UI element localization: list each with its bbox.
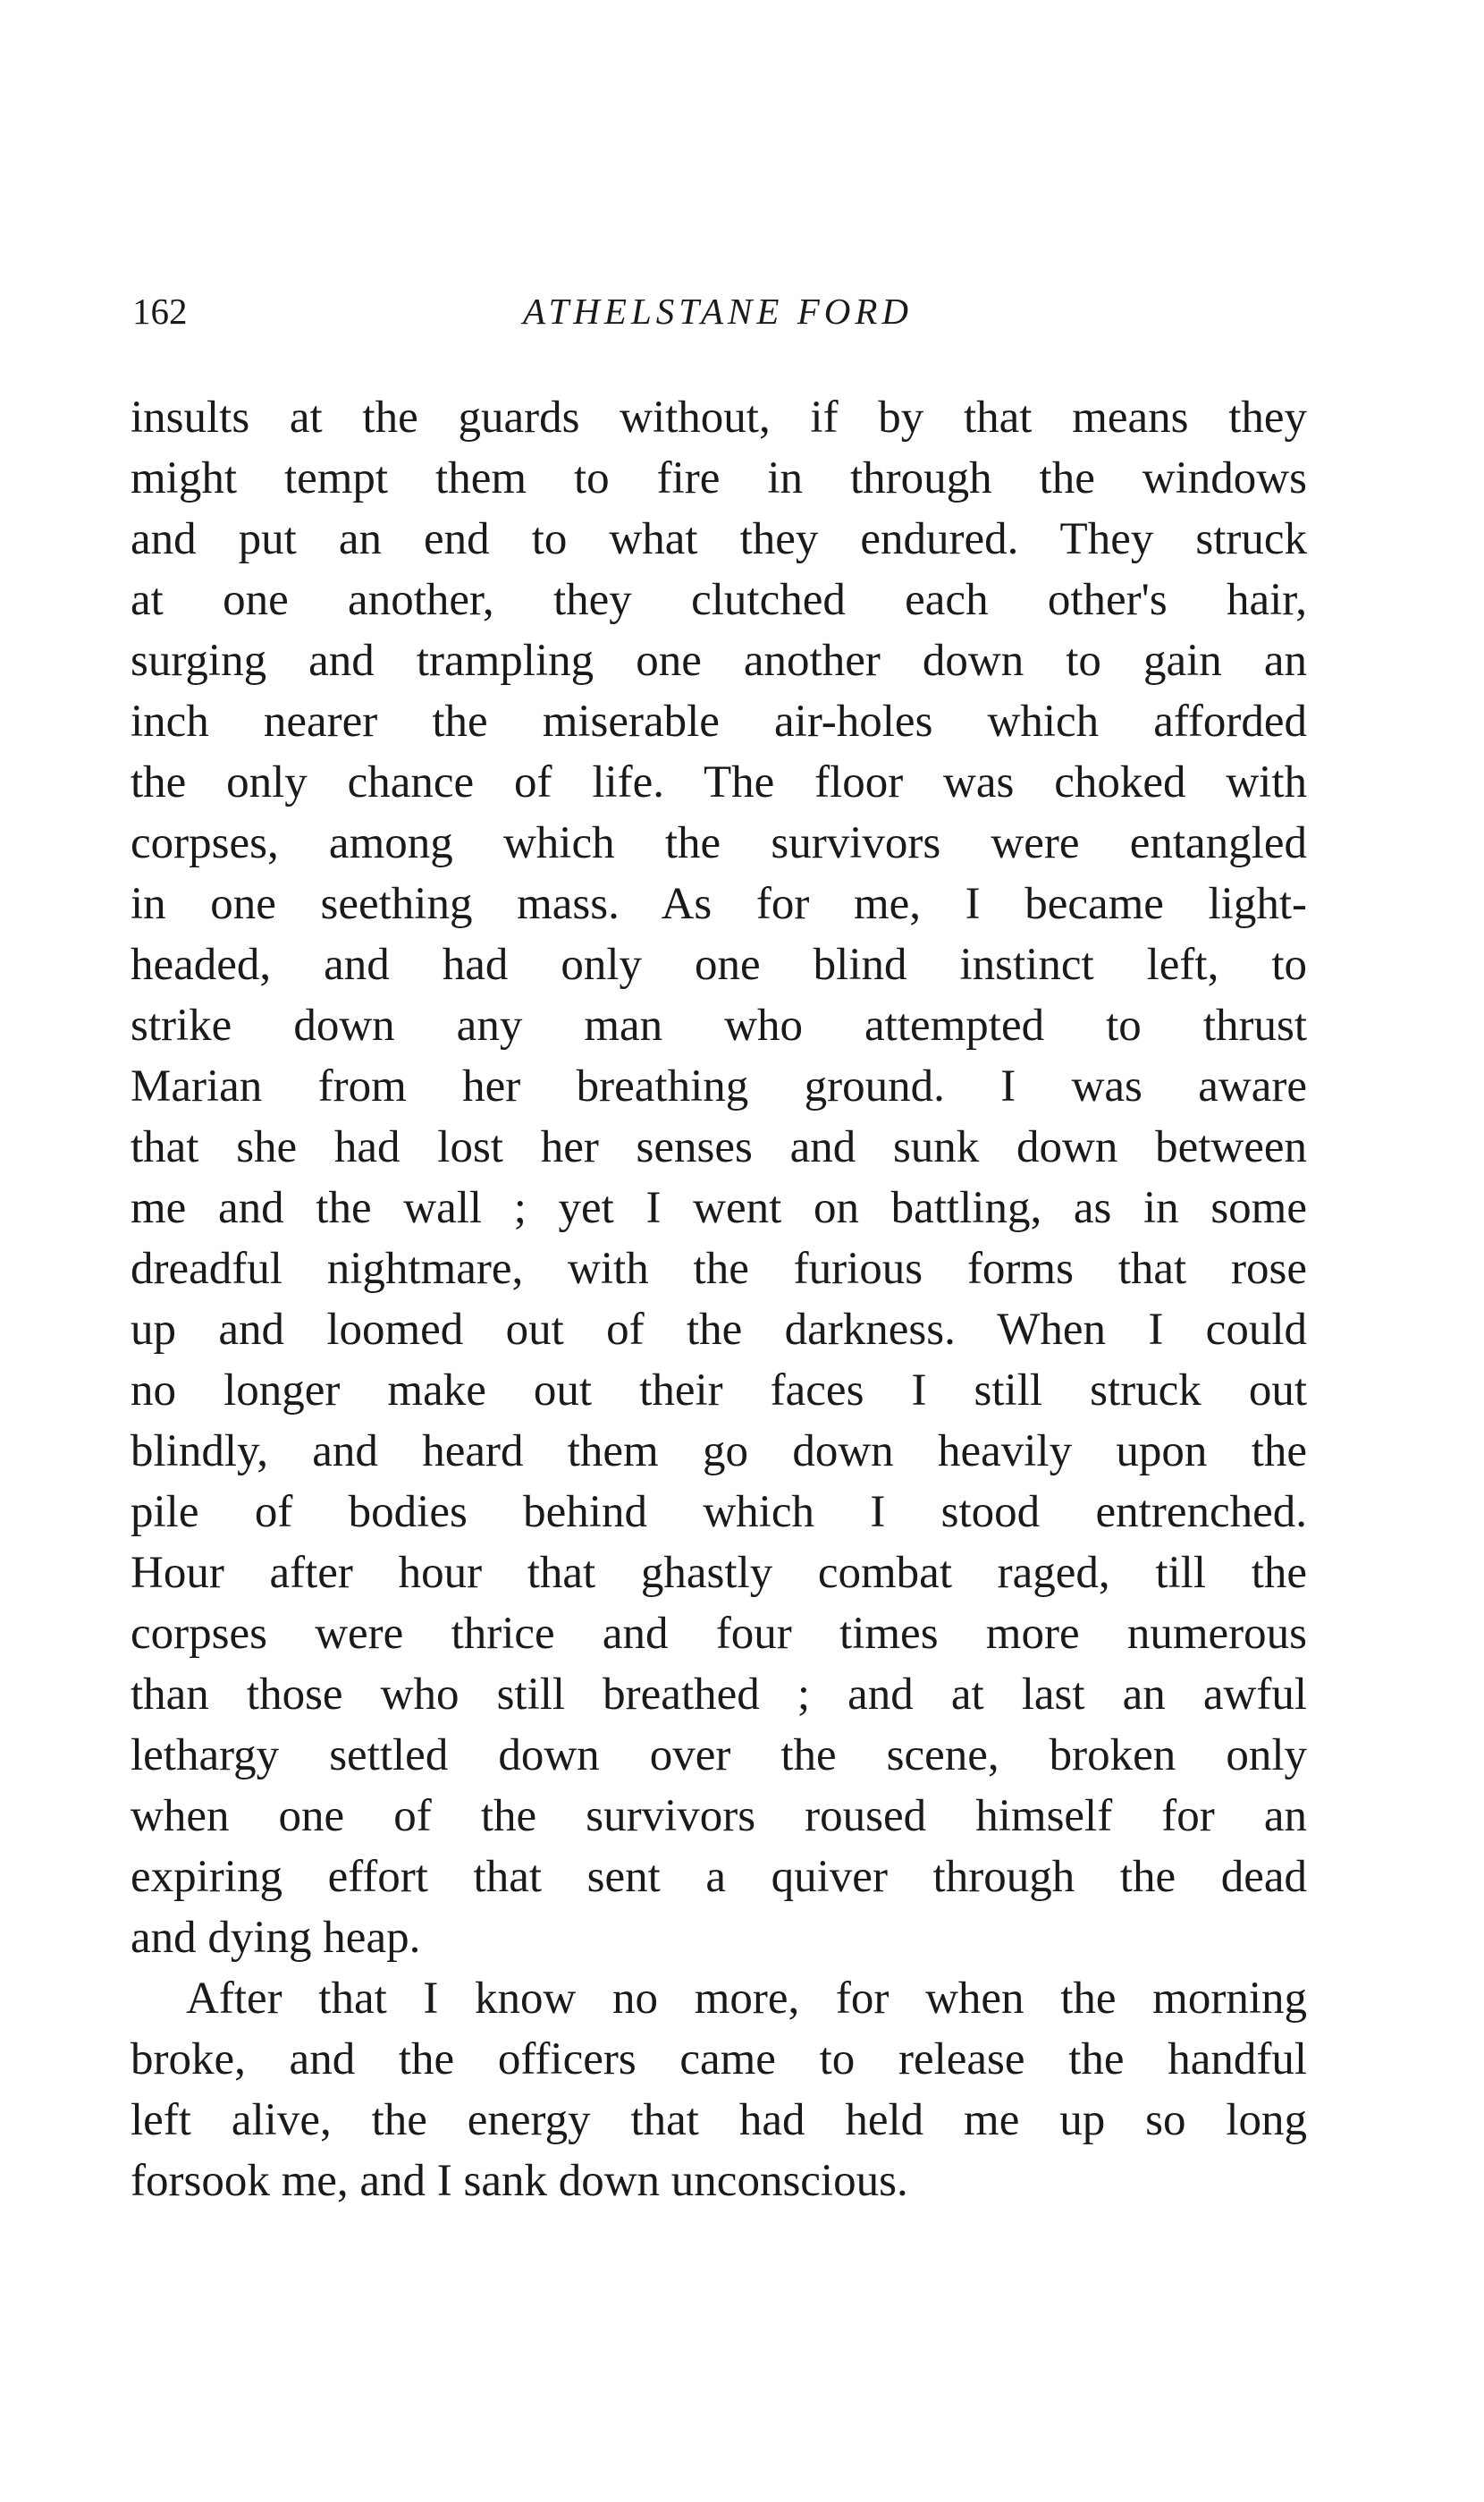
- body-text: [131, 387, 1307, 2211]
- running-title: ATHELSTANE FORD: [522, 291, 914, 332]
- text-line: than those who still breathed ; and at last an awful: [131, 1669, 1307, 1720]
- text-line: corpses, among which the survivors were entangled: [131, 818, 1307, 868]
- text-line: forsook me, and I sank down unconscious.: [131, 2156, 908, 2206]
- text-line: might tempt them to fire in through the windows: [131, 453, 1307, 503]
- text-line: lethargy settled down over the scene, broken only: [131, 1730, 1307, 1780]
- text-line: blindly, and heard them go down heavily upon the: [131, 1426, 1307, 1476]
- text-line: insults at the guards without, if by that means they: [131, 393, 1307, 443]
- text-line: me and the wall ; yet I went on battling, as in some: [131, 1183, 1307, 1233]
- text-line: at one another, they clutched each other's hair,: [131, 575, 1307, 625]
- text-line: headed, and had only one blind instinct left, to: [131, 940, 1307, 990]
- text-line: left alive, the energy that had held me up so long: [131, 2095, 1307, 2145]
- text-line: corpses were thrice and four times more numerous: [131, 1609, 1307, 1659]
- text-line: broke, and the officers came to release the handful: [131, 2034, 1307, 2084]
- paragraph: [131, 1968, 1307, 2211]
- text-line: pile of bodies behind which I stood entrenched.: [131, 1487, 1307, 1537]
- text-line: that she had lost her senses and sunk down between: [131, 1122, 1307, 1172]
- text-line: Marian from her breathing ground. I was aware: [131, 1061, 1307, 1112]
- text-line: in one seething mass. As for me, I became light-: [131, 879, 1307, 929]
- text-line: Hour after hour that ghastly combat raged, till the: [131, 1548, 1307, 1598]
- paragraph: [131, 387, 1307, 1968]
- text-line: and put an end to what they endured. They struck: [131, 514, 1307, 564]
- text-line: inch nearer the miserable air-holes which afforded: [131, 697, 1307, 747]
- text-line: strike down any man who attempted to thrust: [131, 1001, 1307, 1051]
- text-line: and dying heap.: [131, 1913, 421, 1963]
- text-line: surging and trampling one another down to gain an: [131, 636, 1307, 686]
- text-line: no longer make out their faces I still struck out: [131, 1365, 1307, 1416]
- text-line: up and loomed out of the darkness. When I could: [131, 1305, 1307, 1355]
- text-line: dreadful nightmare, with the furious forms that rose: [131, 1244, 1307, 1294]
- text-line: the only chance of life. The floor was choked with: [131, 757, 1307, 807]
- text-line: After that I know no more, for when the morning: [186, 1974, 1307, 2024]
- running-head: [132, 284, 1303, 338]
- page-number: 162: [132, 291, 188, 332]
- text-line: when one of the survivors roused himself for an: [131, 1791, 1307, 1841]
- text-line: expiring effort that sent a quiver through the dead: [131, 1852, 1307, 1902]
